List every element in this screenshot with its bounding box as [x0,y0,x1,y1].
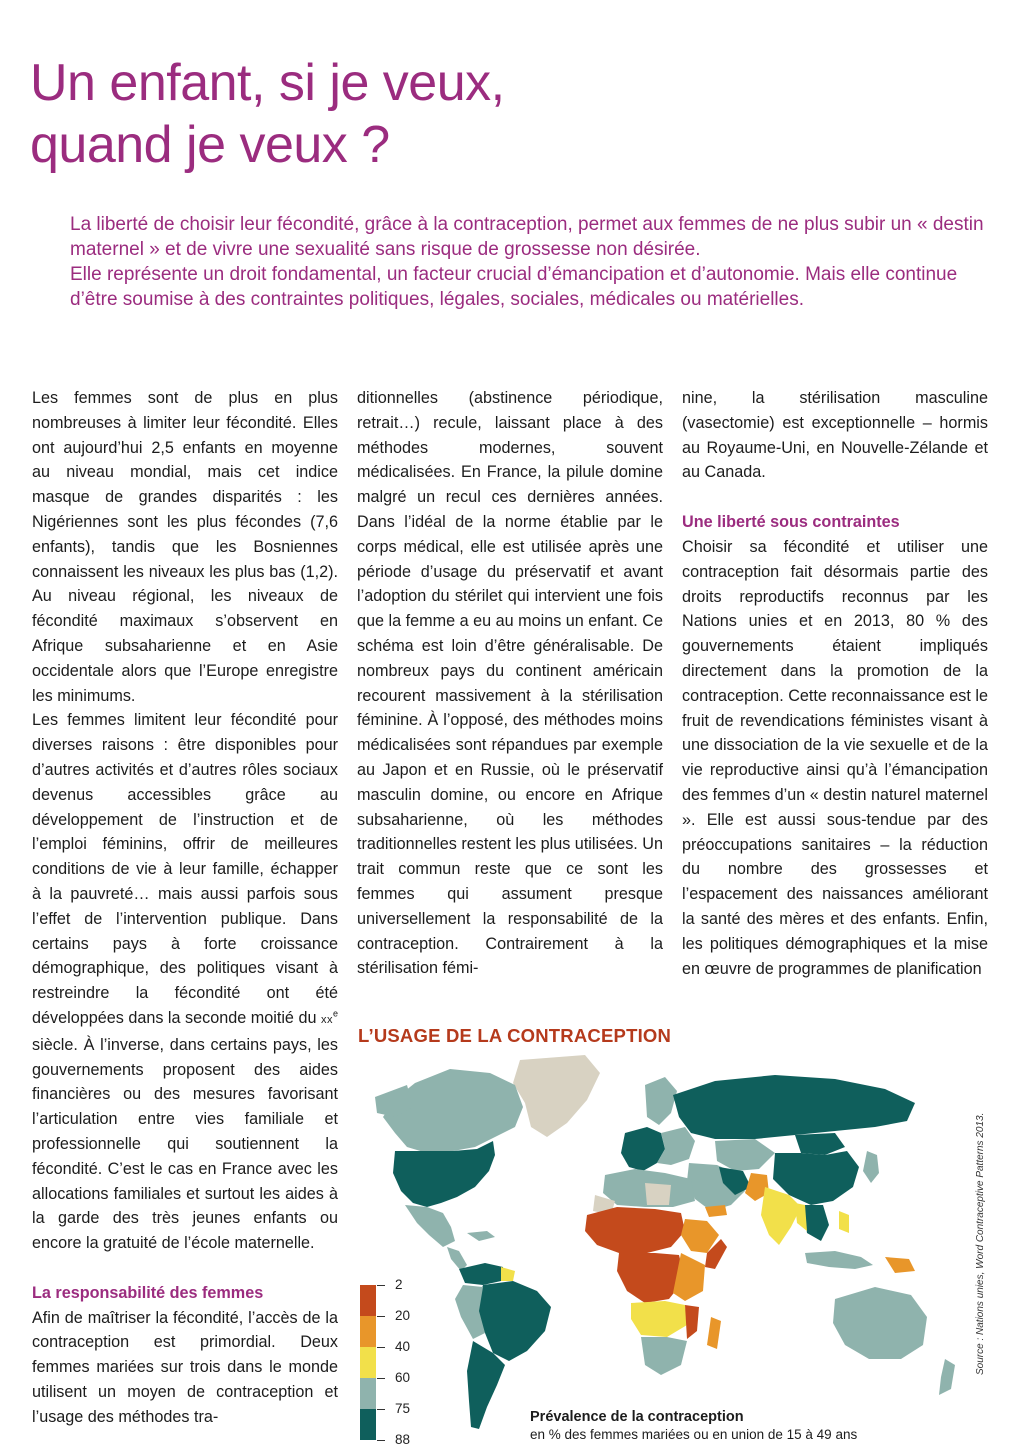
section-heading-responsabilite: La responsabilité des femmes [32,1283,264,1302]
legend-tick [377,1378,385,1379]
text-column-3 [682,386,988,981]
title-line-2: quand je veux ? [30,116,390,174]
spacer [682,485,988,510]
south-africa [641,1337,687,1375]
mongolia [795,1133,845,1155]
libya-desert [645,1183,671,1205]
legend-tick [377,1409,385,1410]
legend-tick [377,1347,385,1348]
legend-label-75: 75 [395,1401,411,1416]
map-caption-title: Prévalence de la contraception [530,1409,744,1425]
spacer [32,1256,338,1281]
guianas [501,1267,515,1281]
central-africa [617,1253,685,1303]
russia [673,1075,915,1139]
brazil [475,1281,551,1361]
legend-tick [377,1440,385,1441]
map-caption-subtitle: en % des femmes mariées ou en union de 15 à 49 ans [530,1427,858,1442]
century-numeral: xx [320,1013,333,1026]
text-column-2 [357,386,663,981]
legend-label-2: 2 [395,1277,403,1292]
mozambique [685,1305,699,1339]
col1-paragraph-2 [32,708,338,1256]
philippines [839,1211,849,1233]
angola-zambia [631,1301,687,1337]
map-caption [530,1408,857,1444]
col3-paragraph-2: Choisir sa fécondité et utiliser une contraception fait désormais partie des droits reproductifs reconnus par les Nations unies et en 2013, 80 % des gouvernements étaient impliqués directement dans la promotion de la contraception. Cette reconnaissance est le fruit de revendications féministes visant à une dissociation de la vie sexuelle et de la vie reproductive ainsi qu’à l’émancipation des femmes d’un « destin naturel maternel ». Elle est aussi sous-tendue par des préoccupations sanitaires – la réduction du nombre des grossesses et l’espacement des naissances améliorant la santé des mères et des enfants. Enfin, les politiques démographiques et la mise en œuvre de programmes de planification [682,537,988,978]
map-legend [360,1278,420,1448]
japan [863,1151,879,1183]
col1-paragraph-3: Afin de maîtriser la fécondité, l’accès de la contraception est primordial. Deux femmes mariées sur trois dans le monde utilisent un moyen de contraception et l’usage des méthodes tra- [32,1308,338,1426]
section-heading-liberte: Une liberté sous contraintes [682,513,900,532]
map-source: Source : Nations unies, Word Contraceptive Patterns 2013. [975,1112,986,1375]
legend-swatch-75-88 [360,1409,376,1440]
new-zealand [939,1359,955,1395]
legend-swatch-2-20 [360,1285,376,1316]
col1-paragraph-2b: siècle. À l’inverse, dans certains pays, les gouvernements proposent des aides financières ou des mesures favorisant l’articulation entre vies familiale et professionnelle qui soutiennent la fécondité. C’est le cas en France avec les allocations familiales et surtout les aides à la garde des très jeunes enfants ou encore la gratuité de l’école maternelle. [32,1035,338,1253]
col3-paragraph-1: nine, la stérilisation masculine (vasectomie) est exceptionnelle – hormis au Royaume-Uni, en Nouvelle-Zélande et au Canada. [682,389,988,482]
legend-swatch-40-60 [360,1347,376,1378]
west-africa [585,1207,685,1253]
legend-tick [377,1285,385,1286]
century-suffix: e [332,1008,338,1019]
legend-label-40: 40 [395,1339,411,1354]
papua [885,1257,915,1273]
lead-p1: La liberté de choisir leur fécondité, grâce à la contraception, permet aux femmes de ne plus subir un « destin maternel » et de vivre une sexualité sans risque de grossesse non désirée. [70,214,984,260]
central-america [447,1247,467,1271]
legend-tick [377,1316,385,1317]
legend-swatch-20-40 [360,1316,376,1347]
col1-paragraph-2a: Les femmes limitent leur fécondité pour diverses raisons : être disponibles pour d’autres activités et d’autres rôles sociaux devenus accessibles grâce au développement de l’instruction et de l’emploi féminins, offrir de meilleures conditions de vie à leur famille, échapper à la pauvreté… mais aussi parfois sous l’effet de l’intervention publique. Dans certains pays à forte croissance démographique, des politiques visant à restreindre la fécondité ont été développées dans la seconde moitié du [32,711,338,1027]
caribbean [467,1231,495,1241]
col1-paragraph-1: Les femmes sont de plus en plus nombreuses à limiter leur fécondité. Elles ont aujourd’hui 2,5 enfants en moyenne au niveau mondial, mais cet indice masque de grandes disparités : les Nigériennes sont les plus fécondes (7,6 enfants), tandis que les Bosniennes connaissent les niveaux les plus bas (1,2). Au niveau régional, les niveaux de fécondité maximaux s’observent en Afrique subsaharienne et en Asie occidentale alors que l’Europe enregistre les minimums. [32,389,338,705]
legend-swatch-60-75 [360,1378,376,1409]
scandinavia [645,1077,677,1125]
madagascar [707,1317,721,1349]
legend-label-20: 20 [395,1308,411,1323]
mexico [405,1205,455,1247]
greenland [513,1055,600,1137]
col2-paragraph-1: ditionnelles (abstinence périodique, retrait…) recule, laissant place à des méthodes modernes, souvent médicalisées. En France, la pilule domine malgré un recul ces dernières années. Dans l’idéal de la norme établie par le corps médical, elle est utilisée après une période d’usage du préservatif et avant l’adoption du stérilet qui intervient une fois que la femme a eu au moins un enfant. Ce schéma est loin d’être généralisable. De nombreux pays du continent américain recourent massivement à la stérilisation féminine. À l’opposé, des méthodes moins médicalisées sont répandues par exemple au Japon et en Russie, où le préservatif masculin domine, ou encore en Afrique subsaharienne, où les méthodes traditionnelles restent les plus utilisées. Un trait commun reste que ce sont les femmes qui assument presque universellement la responsabilité de la contraception. Contrairement à la stérilisation fémi- [357,389,663,978]
southeast-asia [803,1205,829,1241]
yemen [705,1205,727,1217]
title-line-1: Un enfant, si je veux, [30,54,505,112]
world-map-svg [355,1055,995,1450]
map-title: L’USAGE DE LA CONTRACEPTION [358,1025,672,1046]
indonesia [805,1251,873,1269]
text-column-1 [32,386,338,1430]
legend-label-88: 88 [395,1432,411,1447]
australia [833,1287,927,1359]
lead-p2: Elle représente un droit fondamental, un facteur crucial d’émancipation et d’autonomie. Mais elle continue d’être soumise à des contraintes politiques, légales, sociales, médicales ou matérielles. [70,264,958,310]
western-europe [621,1127,665,1171]
legend-label-60: 60 [395,1370,411,1385]
page-title [30,52,790,176]
central-asia [715,1139,775,1171]
world-map [355,1055,995,1450]
lead-paragraph [70,212,1000,312]
